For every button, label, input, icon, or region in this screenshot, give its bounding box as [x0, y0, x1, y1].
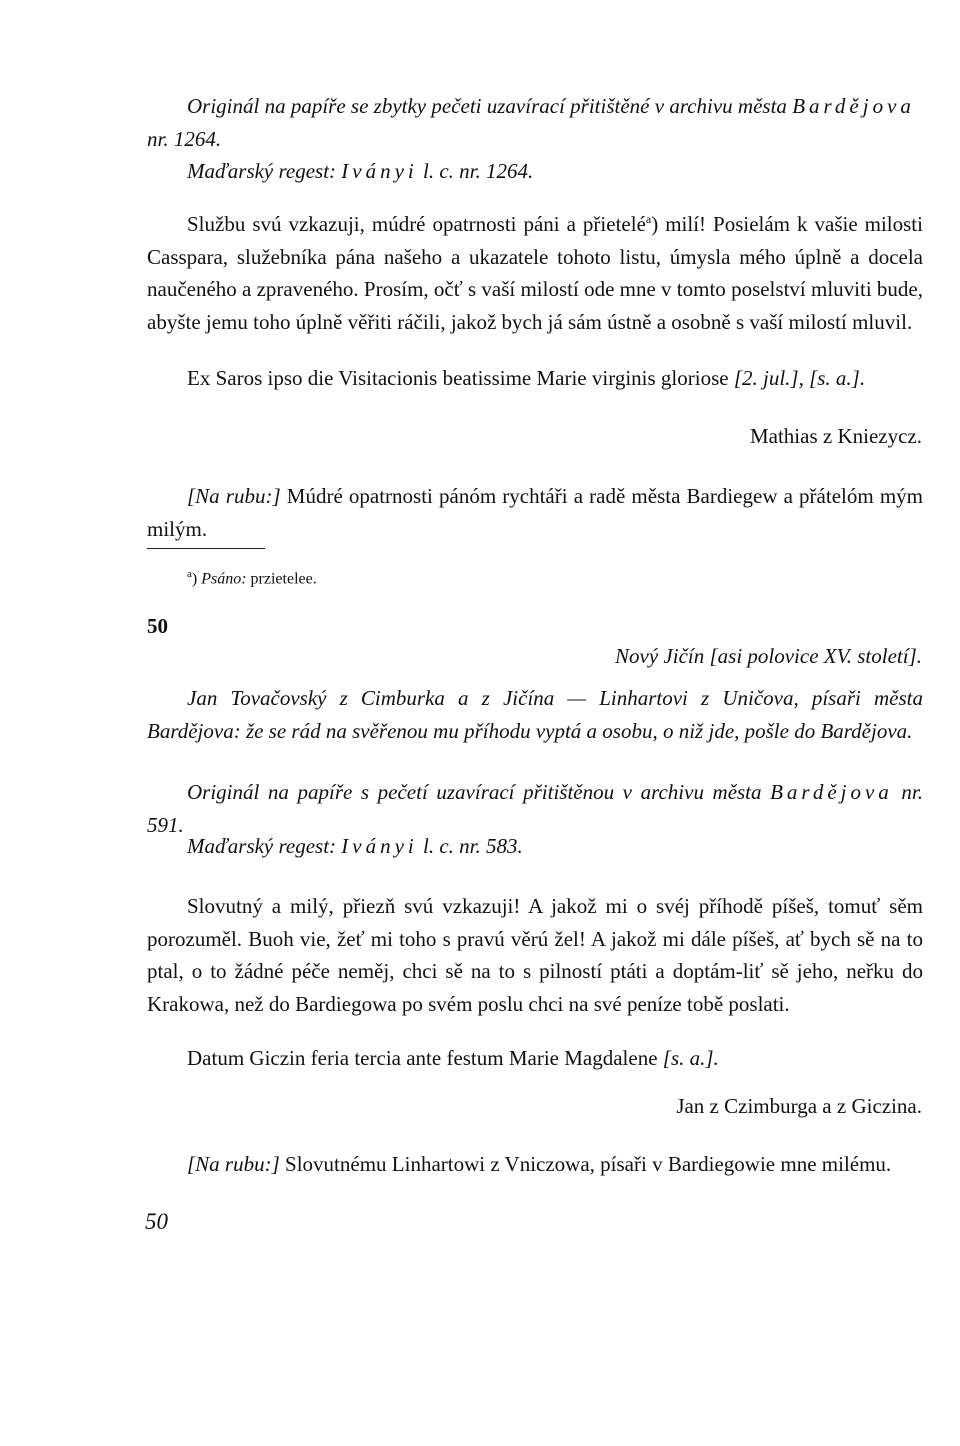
- regest-note: [147, 830, 923, 863]
- footnote-label: Psáno:: [201, 570, 247, 588]
- regest-note: [147, 155, 923, 188]
- page-number: 50: [145, 1209, 168, 1234]
- dating-editorial-note: [s. a.].: [662, 1046, 719, 1070]
- regest-label: Maďarský regest:: [187, 834, 342, 858]
- rubric-address: [147, 1148, 923, 1181]
- regest-label: Maďarský regest:: [187, 159, 342, 183]
- document-number: 50: [147, 614, 168, 638]
- archive-city: Bardějova: [792, 94, 915, 118]
- regest-author: Iványi: [341, 834, 418, 858]
- dating-text: Ex Saros ipso die Visitacionis beatissime Marie virginis gloriose: [187, 366, 729, 390]
- footnote-reference: a: [645, 212, 652, 226]
- archive-number: nr. 591.: [147, 780, 923, 837]
- signature: Jan z Czimburga a z Giczina.: [676, 1094, 922, 1118]
- dating-editorial-note: [2. jul.], [s. a.].: [733, 366, 866, 390]
- letter-body: Slovutný a milý, přiezň svú vzkazuji! A jakož mi o svéj příhodě píšeš, tomuť sěm porozuměl. Buoh vie, žeť mi toho s pravú věrú žel! A jakož mi dále píšeš, ať bych sě na to ptal, o to žádné péče neměj, chci sě na to s pilností ptáti a doptám-liť sě jeho, neřku do Krakowa, než do Bardiegowa po svém poslu chci na své peníze tobě poslati.: [147, 894, 923, 1016]
- footnote-divider: [147, 548, 265, 549]
- archive-city: Bardějova: [770, 780, 893, 804]
- regest-reference: l. c. nr. 583.: [417, 834, 523, 858]
- rubric-label: [Na rubu:]: [187, 484, 281, 508]
- document-summary: Jan Tovačovský z Cimburka a z Jičína — Linhartovi z Uničova, písaři města Bardějova: že se rád na svěřenou mu příhodu vyptá a osobu, o niž jde, pošle do Bardějova.: [147, 686, 923, 743]
- dating-line: [147, 362, 923, 395]
- regest-reference: l. c. nr. 1264.: [417, 159, 534, 183]
- regest-author: Iványi: [341, 159, 418, 183]
- footnote-mark: a: [187, 568, 192, 580]
- footnote-text: przietelee.: [246, 570, 317, 588]
- letter-body-text: Službu svú vzkazuji, múdré opatrnosti páni a přietelé: [187, 212, 646, 236]
- rubric-text: Slovutnému Linhartowi z Vniczowa, písaři v Bardiegowie mne milému.: [279, 1152, 892, 1176]
- letter-body-text-cont: ) milí! Posielám k vašie milosti Casspara, služebníka pána našeho a ukazatele tohoto listu, úmysla mého úplně a docela naučeného a zpraveného. Prosím, očť s vaší milostí ode mne v tomto poselství mluviti bude, abyšte jemu toho úplně věřiti ráčili, jakož bych já sám ústně a osobně s vaší milostí mluvil.: [147, 212, 923, 334]
- archive-number: nr. 1264.: [147, 126, 222, 151]
- footnote: $^a$) Psáno: przietelee.: [187, 568, 317, 588]
- dating-text: Datum Giczin feria tercia ante festum Marie Magdalene: [187, 1046, 663, 1070]
- rubric-address: [147, 480, 923, 545]
- place-date-heading: Nový Jičín [asi polovice XV. století].: [615, 644, 922, 668]
- rubric-label: [Na rubu:]: [187, 1152, 280, 1176]
- letter-body: [147, 208, 923, 338]
- source-text: Originál na papíře se zbytky pečeti uzavírací přitištěné v archivu města: [187, 94, 787, 118]
- rubric-text: Múdré opatrnosti pánóm rychtáři a radě města Bardiegew a přátelóm mým milým.: [147, 484, 923, 541]
- dating-line: [147, 1042, 923, 1075]
- source-note: [147, 90, 923, 155]
- source-text: Originál na papíře s pečetí uzavírací přitištěnou v archivu města: [187, 780, 771, 804]
- signature: Mathias z Kniezycz.: [749, 424, 922, 448]
